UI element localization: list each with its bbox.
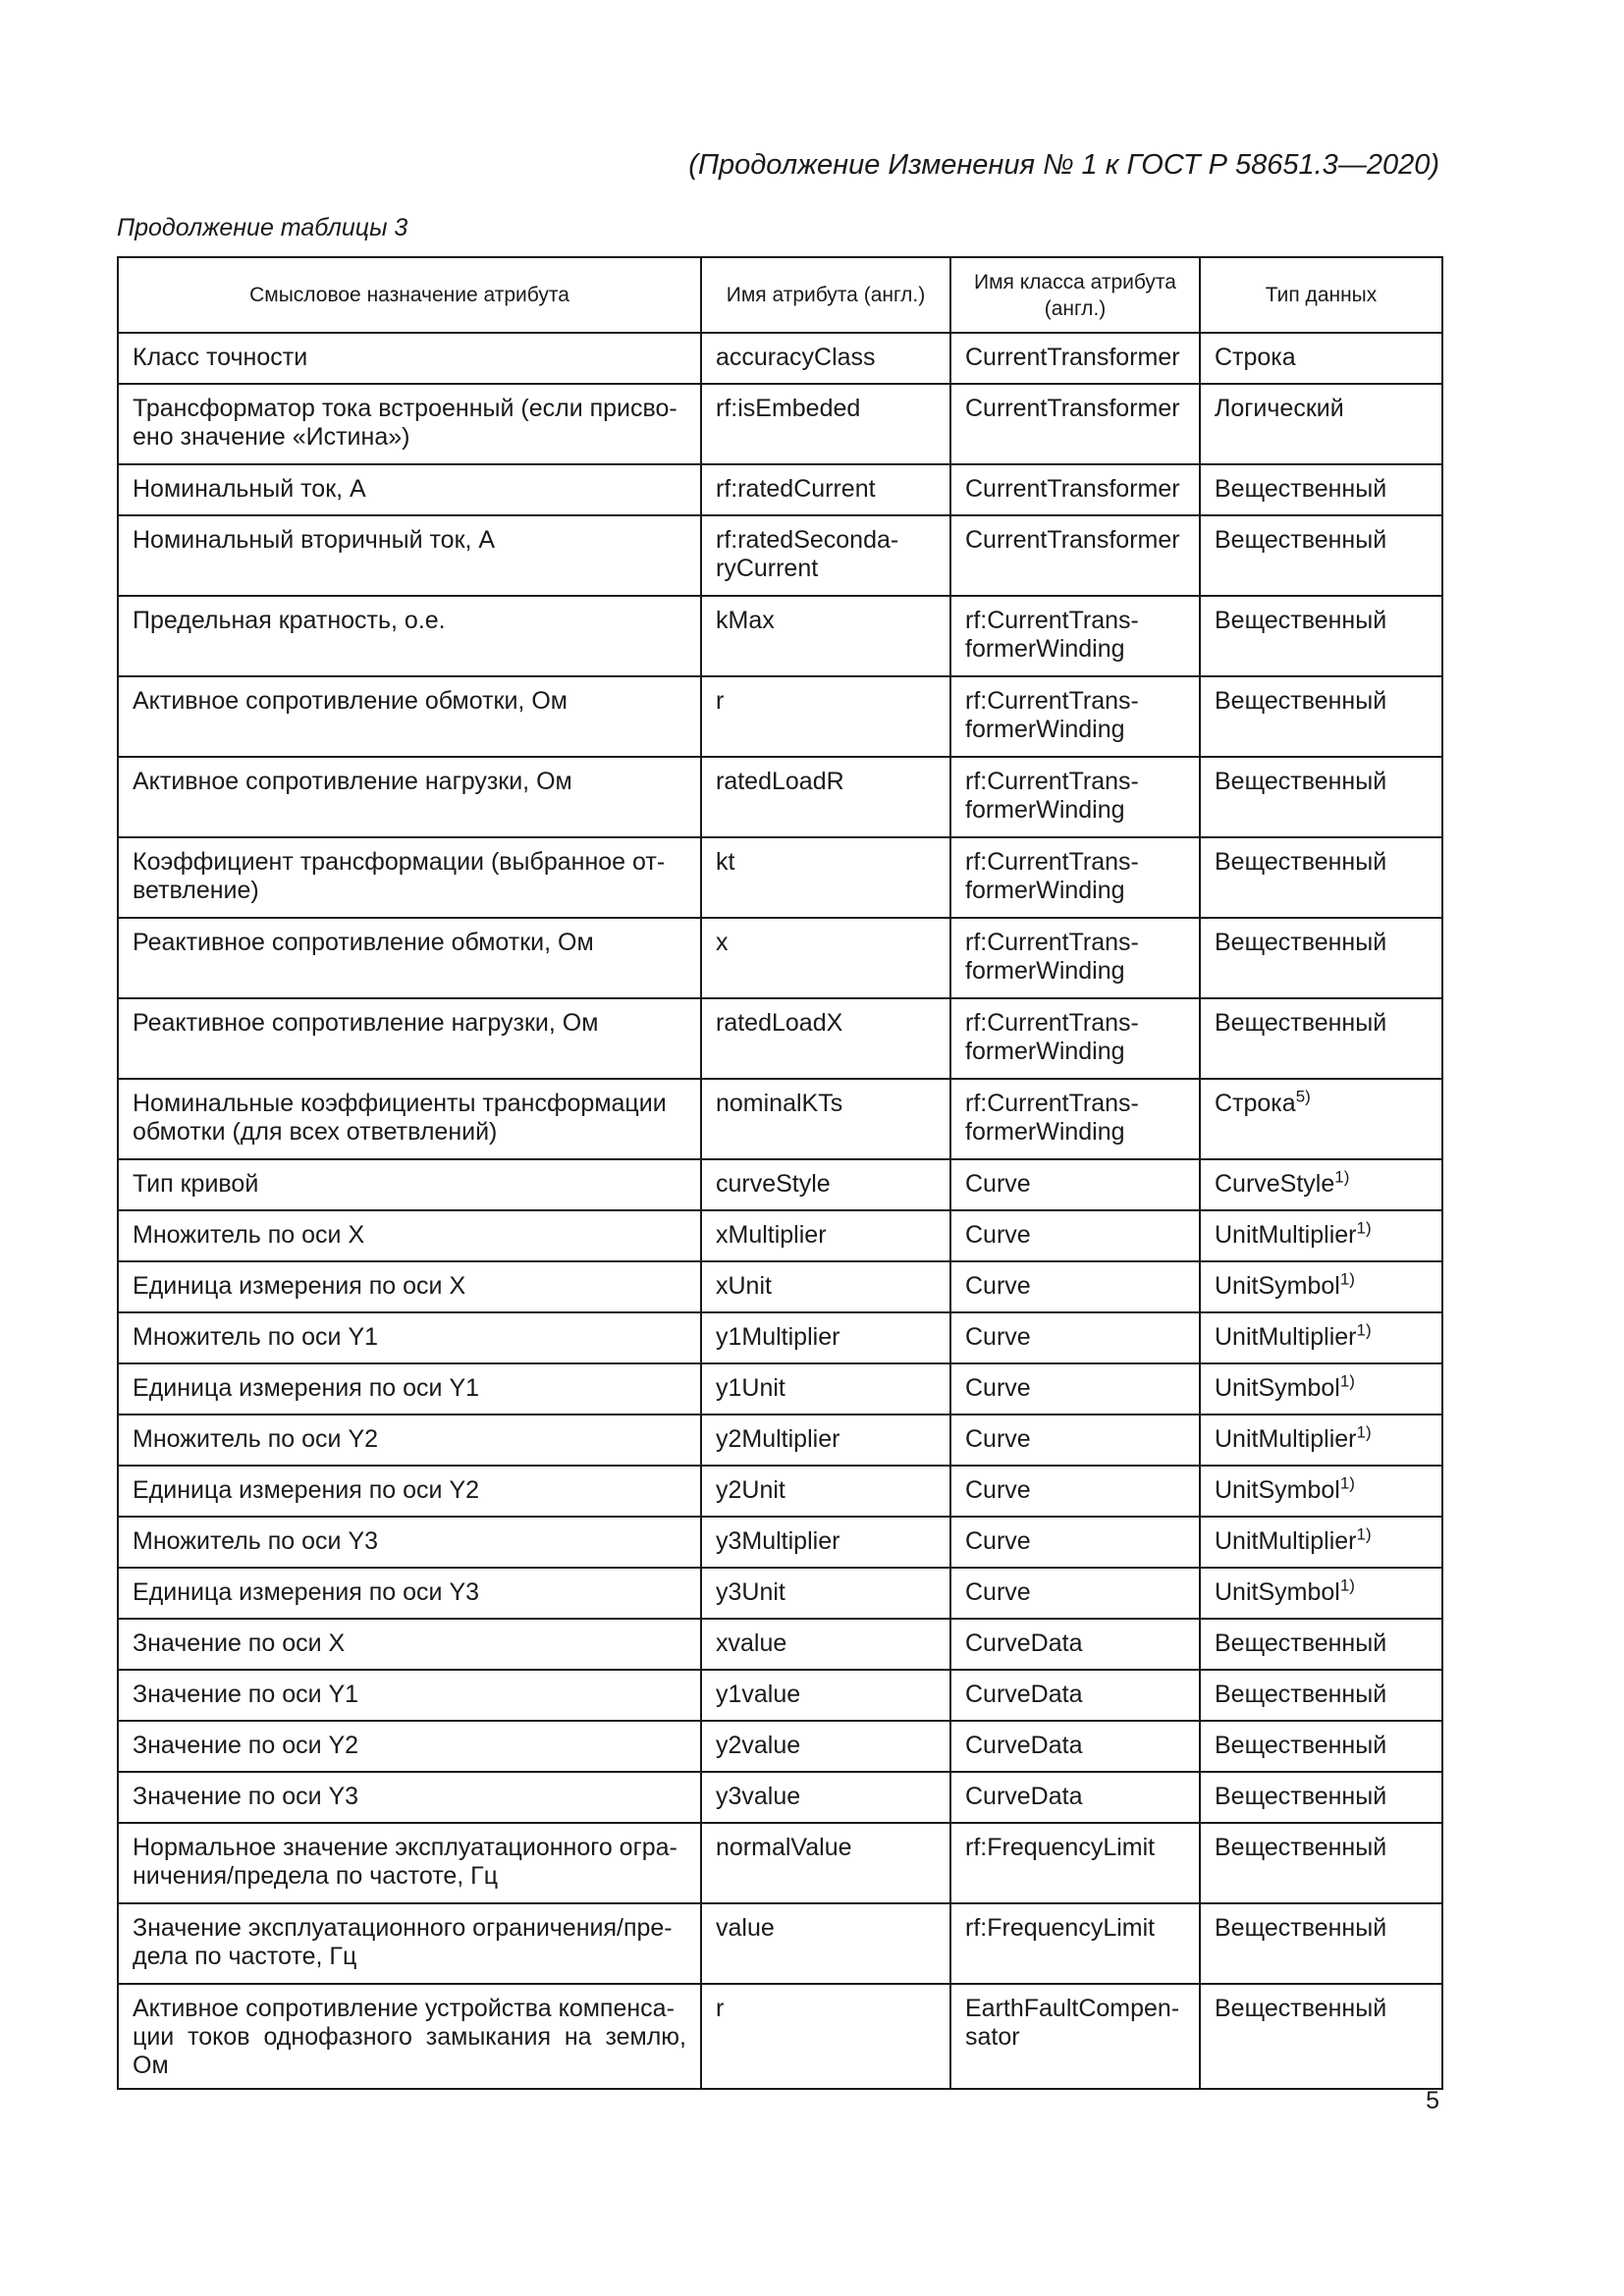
cell-attribute-name	[701, 464, 950, 515]
cell-class-name	[950, 1903, 1200, 1984]
cell-class-name-line: formerWinding	[965, 716, 1125, 743]
table-row	[118, 1415, 1442, 1466]
cell-class-name-line: CurrentTransformer	[965, 475, 1180, 503]
footnote-ref: 1)	[1356, 1218, 1372, 1238]
cell-purpose-line: Значение по оси Y1	[133, 1681, 359, 1708]
cell-class-name-line: sator	[965, 2023, 1020, 2051]
cell-attribute-name	[701, 384, 950, 464]
table-row	[118, 515, 1442, 596]
cell-class-name	[950, 1261, 1200, 1312]
cell-data-type-value: UnitMultiplier	[1215, 1527, 1357, 1555]
cell-class-name-line: rf:CurrentTrans-	[965, 1009, 1139, 1037]
attributes-table	[117, 256, 1443, 2090]
cell-data-type	[1200, 837, 1442, 918]
cell-class-name-line: formerWinding	[965, 1038, 1125, 1065]
cell-class-name-line: CurveData	[965, 1629, 1083, 1657]
cell-purpose	[118, 1984, 701, 2089]
cell-data-type	[1200, 1159, 1442, 1210]
cell-data-type	[1200, 333, 1442, 384]
cell-purpose	[118, 1363, 701, 1415]
cell-purpose	[118, 384, 701, 464]
cell-attribute-name	[701, 1159, 950, 1210]
cell-data-type-value: UnitSymbol	[1215, 1374, 1340, 1402]
cell-data-type	[1200, 1984, 1442, 2089]
cell-purpose-line: ции токов однофазного замыкания на землю, Ом	[133, 2023, 686, 2079]
cell-data-type	[1200, 1312, 1442, 1363]
cell-purpose	[118, 1210, 701, 1261]
table-row	[118, 384, 1442, 464]
table-row	[118, 1568, 1442, 1619]
cell-data-type-value: UnitSymbol	[1215, 1578, 1340, 1606]
cell-class-name-line: rf:CurrentTrans-	[965, 607, 1139, 634]
cell-purpose-line: Трансформатор тока встроенный (если присво-	[133, 395, 677, 422]
cell-attribute-name-line: y1Unit	[716, 1374, 785, 1402]
cell-data-type-value: Строка	[1215, 1090, 1296, 1117]
cell-attribute-name	[701, 1670, 950, 1721]
cell-purpose-line: Единица измерения по оси X	[133, 1272, 466, 1300]
cell-class-name-line: Curve	[965, 1527, 1031, 1555]
cell-attribute-name	[701, 515, 950, 596]
cell-attribute-name-line: kMax	[716, 607, 775, 634]
cell-purpose	[118, 757, 701, 837]
cell-attribute-name-line: rf:ratedCurrent	[716, 475, 876, 503]
cell-data-type	[1200, 596, 1442, 676]
cell-attribute-name	[701, 1984, 950, 2089]
cell-purpose	[118, 1823, 701, 1903]
cell-attribute-name	[701, 1210, 950, 1261]
cell-class-name	[950, 1210, 1200, 1261]
cell-attribute-name-line: normalValue	[716, 1834, 852, 1861]
cell-attribute-name-line: r	[716, 1995, 725, 2022]
cell-attribute-name	[701, 1721, 950, 1772]
table-row	[118, 333, 1442, 384]
cell-purpose	[118, 596, 701, 676]
table-row	[118, 1159, 1442, 1210]
cell-purpose-line: ветвление)	[133, 877, 259, 904]
table-row	[118, 757, 1442, 837]
cell-class-name-line: rf:CurrentTrans-	[965, 768, 1139, 795]
cell-data-type	[1200, 464, 1442, 515]
cell-data-type-value: UnitMultiplier	[1215, 1221, 1357, 1249]
cell-data-type-value: UnitMultiplier	[1215, 1425, 1357, 1453]
header-data-type: Тип данных	[1200, 257, 1442, 333]
cell-purpose	[118, 1079, 701, 1159]
table-row	[118, 1261, 1442, 1312]
cell-class-name-line: CurveData	[965, 1732, 1083, 1759]
cell-data-type	[1200, 1261, 1442, 1312]
cell-class-name-line: formerWinding	[965, 635, 1125, 663]
cell-data-type	[1200, 1721, 1442, 1772]
table-row	[118, 1466, 1442, 1517]
cell-data-type	[1200, 1517, 1442, 1568]
cell-purpose-line: Единица измерения по оси Y2	[133, 1476, 480, 1504]
cell-attribute-name	[701, 1363, 950, 1415]
cell-data-type	[1200, 1903, 1442, 1984]
cell-attribute-name-line: y3Multiplier	[716, 1527, 840, 1555]
cell-attribute-name	[701, 333, 950, 384]
cell-attribute-name-line: xMultiplier	[716, 1221, 827, 1249]
cell-class-name	[950, 1619, 1200, 1670]
footnote-ref: 5)	[1295, 1087, 1311, 1106]
cell-class-name	[950, 757, 1200, 837]
cell-data-type	[1200, 1466, 1442, 1517]
cell-purpose	[118, 998, 701, 1079]
table-caption: Продолжение таблицы 3	[117, 214, 408, 241]
cell-attribute-name-line: ratedLoadR	[716, 768, 844, 795]
cell-attribute-name	[701, 1619, 950, 1670]
cell-class-name	[950, 1159, 1200, 1210]
cell-data-type-value: Вещественный	[1215, 1783, 1387, 1810]
cell-attribute-name	[701, 837, 950, 918]
cell-class-name	[950, 1312, 1200, 1363]
cell-class-name	[950, 918, 1200, 998]
cell-purpose-line: Множитель по оси Y3	[133, 1527, 379, 1555]
cell-class-name-line: Curve	[965, 1578, 1031, 1606]
cell-data-type	[1200, 384, 1442, 464]
cell-attribute-name-line: accuracyClass	[716, 344, 876, 371]
cell-purpose	[118, 1568, 701, 1619]
table-row	[118, 1312, 1442, 1363]
page-number: 5	[1426, 2087, 1439, 2114]
cell-data-type	[1200, 1210, 1442, 1261]
cell-purpose-line: ено значение «Истина»)	[133, 423, 410, 451]
cell-purpose-line: Предельная кратность, о.е.	[133, 607, 446, 634]
cell-data-type	[1200, 998, 1442, 1079]
header-purpose: Смысловое назначение атрибута	[118, 257, 701, 333]
table-row	[118, 676, 1442, 757]
cell-data-type-value: Вещественный	[1215, 1732, 1387, 1759]
cell-data-type-value: Вещественный	[1215, 848, 1387, 876]
cell-attribute-name-line: curveStyle	[716, 1170, 831, 1198]
cell-data-type-value: Вещественный	[1215, 1629, 1387, 1657]
cell-attribute-name	[701, 1517, 950, 1568]
table-row	[118, 1210, 1442, 1261]
cell-attribute-name	[701, 1312, 950, 1363]
cell-attribute-name-line: kt	[716, 848, 735, 876]
cell-data-type	[1200, 1619, 1442, 1670]
cell-purpose-line: Активное сопротивление устройства компенса-	[133, 1995, 675, 2022]
cell-data-type	[1200, 515, 1442, 596]
cell-class-name	[950, 1721, 1200, 1772]
cell-purpose-line: Единица измерения по оси Y3	[133, 1578, 480, 1606]
cell-class-name-line: CurrentTransformer	[965, 344, 1180, 371]
cell-purpose	[118, 333, 701, 384]
cell-class-name-line: formerWinding	[965, 796, 1125, 824]
cell-data-type-value: Вещественный	[1215, 1681, 1387, 1708]
footnote-ref: 1)	[1339, 1575, 1355, 1595]
cell-class-name	[950, 998, 1200, 1079]
cell-purpose	[118, 1159, 701, 1210]
cell-class-name-line: CurrentTransformer	[965, 395, 1180, 422]
cell-attribute-name	[701, 1903, 950, 1984]
running-head: (Продолжение Изменения № 1 к ГОСТ Р 58651.3—2020)	[688, 149, 1439, 181]
cell-attribute-name	[701, 1079, 950, 1159]
cell-class-name	[950, 1984, 1200, 2089]
cell-class-name	[950, 837, 1200, 918]
cell-purpose-line: Нормальное значение эксплуатационного огра-	[133, 1834, 677, 1861]
footnote-ref: 1)	[1356, 1524, 1372, 1544]
cell-purpose-line: Множитель по оси X	[133, 1221, 365, 1249]
table-row	[118, 1772, 1442, 1823]
cell-class-name-line: CurveData	[965, 1783, 1083, 1810]
cell-data-type	[1200, 918, 1442, 998]
cell-class-name	[950, 1079, 1200, 1159]
cell-data-type-value: CurveStyle	[1215, 1170, 1335, 1198]
cell-data-type-value: Вещественный	[1215, 929, 1387, 956]
cell-class-name	[950, 676, 1200, 757]
cell-class-name	[950, 1517, 1200, 1568]
table-body	[118, 333, 1442, 2089]
cell-class-name-line: CurrentTransformer	[965, 526, 1180, 554]
cell-purpose-line: Значение по оси X	[133, 1629, 346, 1657]
cell-attribute-name	[701, 918, 950, 998]
cell-class-name-line: CurveData	[965, 1681, 1083, 1708]
cell-class-name	[950, 464, 1200, 515]
cell-data-type-value: UnitSymbol	[1215, 1476, 1340, 1504]
cell-class-name-line: Curve	[965, 1476, 1031, 1504]
cell-data-type	[1200, 1670, 1442, 1721]
table-row	[118, 1363, 1442, 1415]
cell-data-type-value: Вещественный	[1215, 475, 1387, 503]
cell-purpose-line: Класс точности	[133, 344, 308, 371]
cell-attribute-name-line: y3value	[716, 1783, 801, 1810]
cell-class-name-line: Curve	[965, 1170, 1031, 1198]
cell-attribute-name	[701, 1466, 950, 1517]
cell-purpose-line: Номинальный вторичный ток, А	[133, 526, 496, 554]
table-row	[118, 464, 1442, 515]
cell-class-name-line: EarthFaultCompen-	[965, 1995, 1180, 2022]
cell-purpose	[118, 1517, 701, 1568]
cell-data-type-value: Логический	[1215, 395, 1344, 422]
cell-class-name-line: rf:CurrentTrans-	[965, 929, 1139, 956]
footnote-ref: 1)	[1339, 1473, 1355, 1493]
cell-class-name	[950, 1363, 1200, 1415]
table-row	[118, 1903, 1442, 1984]
cell-class-name-line: Curve	[965, 1272, 1031, 1300]
cell-class-name-line: rf:CurrentTrans-	[965, 1090, 1139, 1117]
cell-data-type-value: Строка	[1215, 344, 1296, 371]
cell-purpose	[118, 918, 701, 998]
footnote-ref: 1)	[1356, 1320, 1372, 1340]
cell-data-type-value: Вещественный	[1215, 687, 1387, 715]
cell-class-name	[950, 596, 1200, 676]
cell-purpose-line: Значение по оси Y3	[133, 1783, 359, 1810]
cell-class-name-line: Curve	[965, 1221, 1031, 1249]
cell-attribute-name	[701, 1415, 950, 1466]
cell-data-type-value: Вещественный	[1215, 607, 1387, 634]
cell-attribute-name	[701, 1568, 950, 1619]
cell-attribute-name-line: x	[716, 929, 729, 956]
cell-attribute-name-line: ratedLoadX	[716, 1009, 843, 1037]
cell-attribute-name-line: rf:ratedSeconda-	[716, 526, 899, 554]
cell-attribute-name	[701, 1772, 950, 1823]
cell-data-type	[1200, 1772, 1442, 1823]
cell-attribute-name-line: y1Multiplier	[716, 1323, 840, 1351]
cell-data-type-value: Вещественный	[1215, 1834, 1387, 1861]
cell-attribute-name	[701, 998, 950, 1079]
cell-class-name-line: Curve	[965, 1323, 1031, 1351]
cell-class-name	[950, 1772, 1200, 1823]
cell-purpose-line: Тип кривой	[133, 1170, 259, 1198]
cell-purpose	[118, 1312, 701, 1363]
cell-purpose-line: Реактивное сопротивление нагрузки, Ом	[133, 1009, 599, 1037]
cell-class-name-line: formerWinding	[965, 877, 1125, 904]
cell-data-type	[1200, 1363, 1442, 1415]
cell-attribute-name-line: y3Unit	[716, 1578, 785, 1606]
table-row	[118, 1721, 1442, 1772]
cell-class-name	[950, 1415, 1200, 1466]
cell-class-name	[950, 515, 1200, 596]
cell-purpose	[118, 837, 701, 918]
cell-class-name	[950, 333, 1200, 384]
cell-purpose-line: Номинальный ток, А	[133, 475, 366, 503]
cell-purpose-line: Коэффициент трансформации (выбранное от-	[133, 848, 666, 876]
cell-attribute-name-line: rf:isEmbeded	[716, 395, 861, 422]
cell-attribute-name-line: y1value	[716, 1681, 801, 1708]
cell-class-name-line: Curve	[965, 1425, 1031, 1453]
cell-purpose	[118, 1415, 701, 1466]
table-row	[118, 918, 1442, 998]
table-row	[118, 1823, 1442, 1903]
cell-class-name	[950, 1568, 1200, 1619]
cell-purpose-line: Значение по оси Y2	[133, 1732, 359, 1759]
table-row	[118, 1619, 1442, 1670]
cell-class-name-line: Curve	[965, 1374, 1031, 1402]
cell-purpose	[118, 1903, 701, 1984]
table-row	[118, 1670, 1442, 1721]
cell-purpose-line: Значение эксплуатационного ограничения/пре-	[133, 1914, 673, 1942]
cell-data-type	[1200, 1823, 1442, 1903]
cell-attribute-name-line: y2value	[716, 1732, 801, 1759]
cell-class-name-line: rf:CurrentTrans-	[965, 848, 1139, 876]
table-row	[118, 837, 1442, 918]
cell-purpose-line: ничения/предела по частоте, Гц	[133, 1862, 499, 1890]
cell-data-type-value: Вещественный	[1215, 1009, 1387, 1037]
cell-purpose-line: Множитель по оси Y2	[133, 1425, 379, 1453]
cell-purpose	[118, 1466, 701, 1517]
cell-purpose	[118, 1670, 701, 1721]
cell-data-type	[1200, 676, 1442, 757]
cell-attribute-name-line: xUnit	[716, 1272, 772, 1300]
cell-purpose-line: дела по частоте, Гц	[133, 1943, 357, 1970]
table-row	[118, 596, 1442, 676]
footnote-ref: 1)	[1339, 1269, 1355, 1289]
cell-purpose-line: Активное сопротивление нагрузки, Ом	[133, 768, 572, 795]
cell-class-name-line: rf:FrequencyLimit	[965, 1834, 1156, 1861]
cell-attribute-name	[701, 1823, 950, 1903]
cell-purpose-line: Активное сопротивление обмотки, Ом	[133, 687, 568, 715]
cell-purpose	[118, 464, 701, 515]
table-row	[118, 998, 1442, 1079]
cell-class-name	[950, 1823, 1200, 1903]
cell-class-name-line: rf:CurrentTrans-	[965, 687, 1139, 715]
cell-data-type	[1200, 1079, 1442, 1159]
cell-class-name-line: rf:FrequencyLimit	[965, 1914, 1156, 1942]
footnote-ref: 1)	[1334, 1167, 1350, 1187]
cell-class-name-line: formerWinding	[965, 1118, 1125, 1146]
cell-purpose	[118, 676, 701, 757]
cell-purpose	[118, 1261, 701, 1312]
footnote-ref: 1)	[1339, 1371, 1355, 1391]
cell-purpose-line: Единица измерения по оси Y1	[133, 1374, 480, 1402]
cell-purpose-line: обмотки (для всех ответвлений)	[133, 1118, 498, 1146]
table-row	[118, 1984, 1442, 2089]
table-row	[118, 1517, 1442, 1568]
cell-attribute-name-line: r	[716, 687, 725, 715]
cell-data-type-value: Вещественный	[1215, 526, 1387, 554]
cell-class-name	[950, 1466, 1200, 1517]
cell-attribute-name	[701, 1261, 950, 1312]
cell-data-type-value: UnitSymbol	[1215, 1272, 1340, 1300]
cell-purpose	[118, 1772, 701, 1823]
cell-purpose-line: Номинальные коэффициенты трансформации	[133, 1090, 667, 1117]
header-attribute-name: Имя атрибута (англ.)	[701, 257, 950, 333]
cell-attribute-name-line: ryCurrent	[716, 555, 819, 582]
cell-data-type-value: Вещественный	[1215, 768, 1387, 795]
cell-attribute-name-line: value	[716, 1914, 775, 1942]
table-header-row	[118, 257, 1442, 333]
cell-data-type-value: UnitMultiplier	[1215, 1323, 1357, 1351]
cell-data-type-value: Вещественный	[1215, 1914, 1387, 1942]
cell-attribute-name	[701, 676, 950, 757]
cell-attribute-name-line: y2Multiplier	[716, 1425, 840, 1453]
footnote-ref: 1)	[1356, 1422, 1372, 1442]
header-class-name: Имя класса атрибута (англ.)	[950, 257, 1200, 333]
cell-purpose-line: Реактивное сопротивление обмотки, Ом	[133, 929, 594, 956]
cell-data-type	[1200, 1568, 1442, 1619]
cell-attribute-name-line: y2Unit	[716, 1476, 785, 1504]
cell-attribute-name-line: nominalKTs	[716, 1090, 843, 1117]
cell-class-name-line: formerWinding	[965, 957, 1125, 985]
cell-purpose	[118, 1721, 701, 1772]
cell-class-name	[950, 384, 1200, 464]
cell-attribute-name	[701, 757, 950, 837]
cell-data-type	[1200, 1415, 1442, 1466]
cell-class-name	[950, 1670, 1200, 1721]
cell-attribute-name-line: xvalue	[716, 1629, 787, 1657]
cell-purpose	[118, 515, 701, 596]
cell-data-type-value: Вещественный	[1215, 1995, 1387, 2022]
cell-attribute-name	[701, 596, 950, 676]
cell-purpose	[118, 1619, 701, 1670]
cell-purpose-line: Множитель по оси Y1	[133, 1323, 379, 1351]
cell-data-type	[1200, 757, 1442, 837]
table-row	[118, 1079, 1442, 1159]
